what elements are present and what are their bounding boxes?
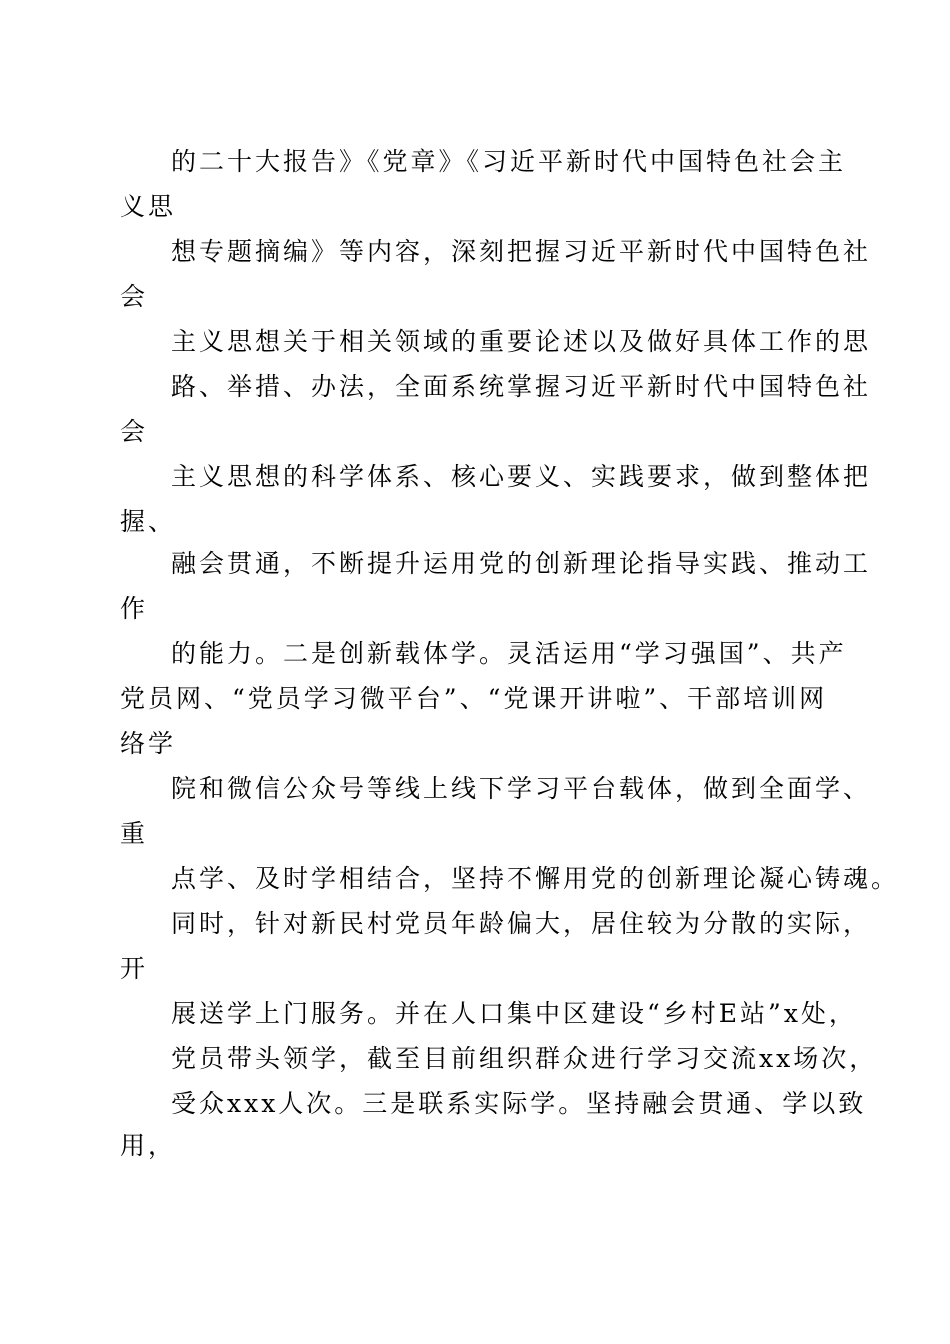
text-line: 主义思想关于相关领域的重要论述以及做好具体工作的思 [171,327,872,356]
text-line: 展送学上门服务。并在人口集中区建设“乡村E站”x处， [171,999,857,1028]
text-line: 同时，针对新民村党员年龄偏大，居住较为分散的实际， [171,909,872,938]
text-line: 路、举措、办法，全面系统掌握习近平新时代中国特色社 [171,372,872,401]
text-line: 的二十大报告》《党章》《习近平新时代中国特色社会主 [171,147,847,176]
text-line: 用， [120,1131,177,1160]
text-line: 握、 [120,507,177,536]
text-line: 院和微信公众号等线上线下学习平台载体，做到全面学、 [171,774,872,803]
text-line: 会 [120,282,149,311]
text-line: 会 [120,417,149,446]
text-line: 点学、及时学相结合，坚持不懈用党的创新理论凝心铸魂。 [171,864,900,893]
text-line: 融会贯通，不断提升运用党的创新理论指导实践、推动工 [171,549,872,578]
text-line: 党员带头领学，截至目前组织群众进行学习交流xx场次， [171,1044,878,1073]
text-line: 重 [120,819,149,848]
text-line: 想专题摘编》等内容，深刻把握习近平新时代中国特色社 [171,237,872,266]
text-line: 受众xxx人次。三是联系实际学。坚持融会贯通、学以致 [171,1089,867,1118]
text-line: 作 [120,594,149,623]
text-line: 主义思想的科学体系、核心要义、实践要求，做到整体把 [171,462,872,491]
text-line: 党员网、“党员学习微平台”、“党课开讲啦”、干部培训网 [120,684,828,713]
text-line: 的能力。二是创新载体学。灵活运用“学习强国”、共产 [171,639,847,668]
text-line: 开 [120,954,149,983]
text-line: 络学 [120,729,177,758]
text-line: 义思 [120,192,177,221]
